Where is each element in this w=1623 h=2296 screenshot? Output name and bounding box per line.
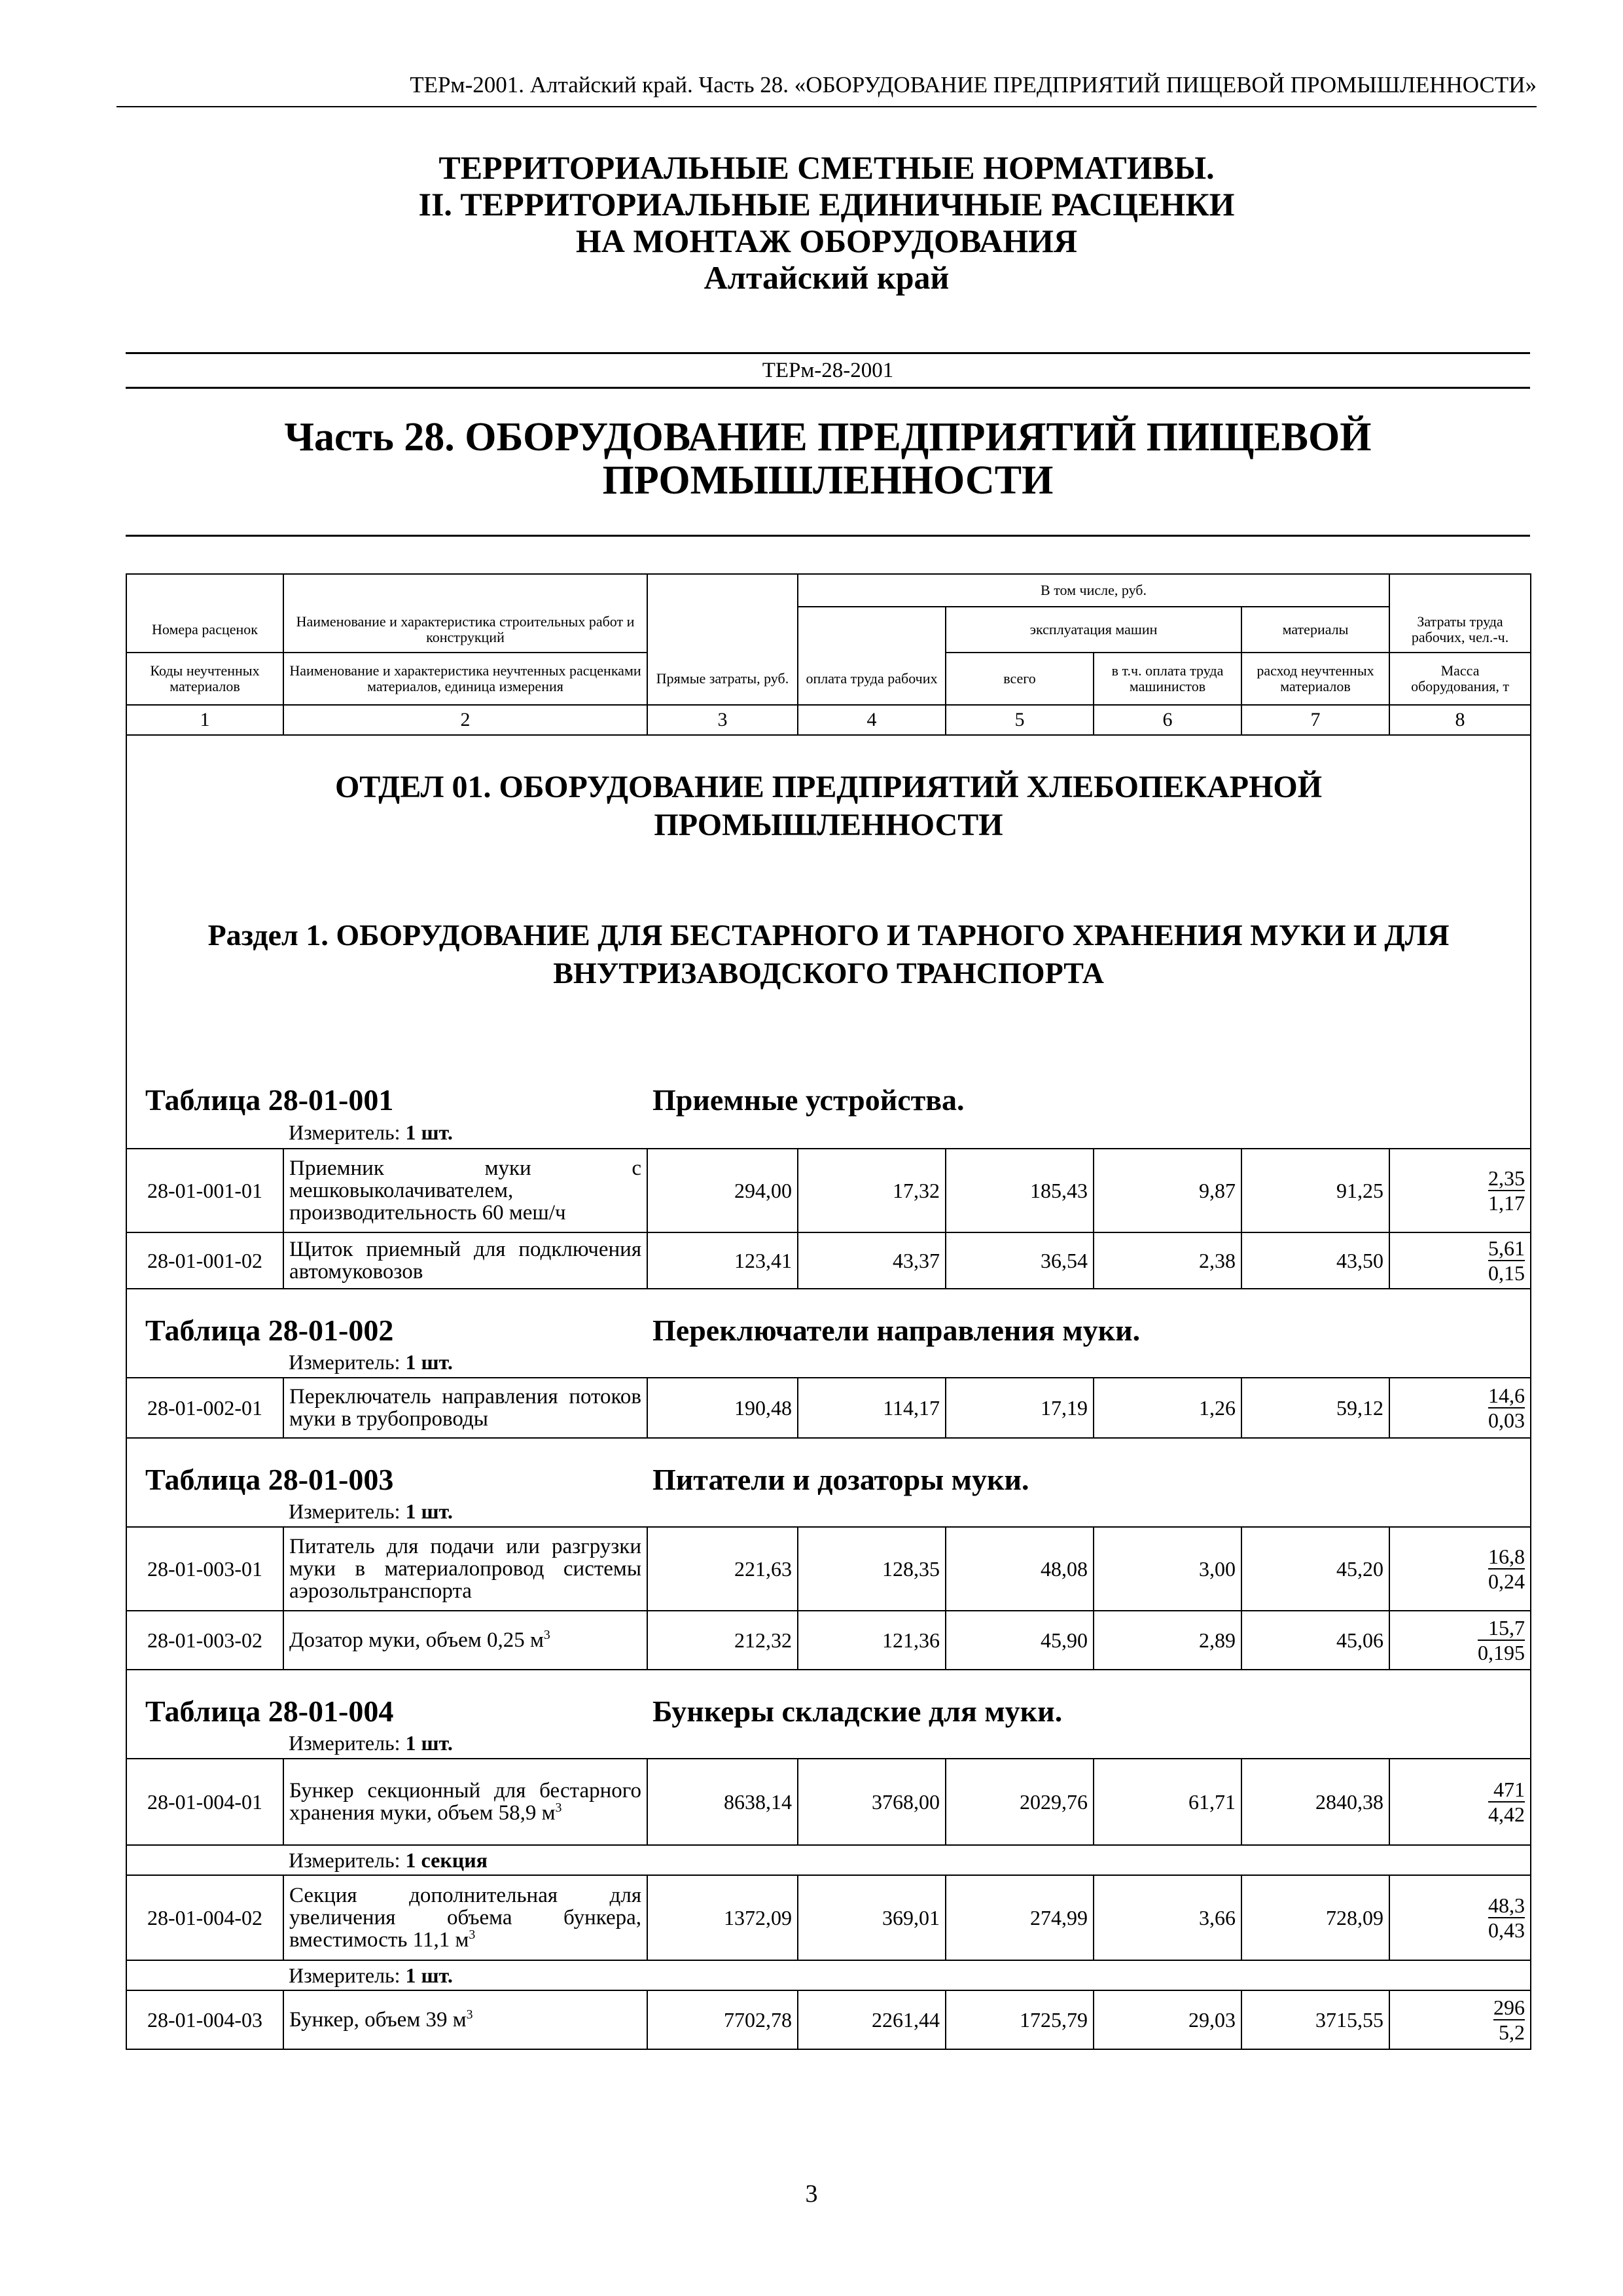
materials-cost: 728,09: [1241, 1875, 1389, 1960]
machines-total: 2029,76: [946, 1759, 1094, 1845]
document-title: [116, 149, 1537, 296]
equipment-mass: 0,195: [1478, 1640, 1525, 1664]
materials-cost: 45,06: [1241, 1611, 1389, 1670]
running-header: ТЕРм-2001. Алтайский край. Часть 28. «ОБОРУДОВАНИЕ ПРЕДПРИЯТИЙ ПИЩЕВОЙ ПРОМЫШЛЕННОСТИ»: [116, 72, 1537, 107]
measure-value: 1 шт.: [405, 1121, 453, 1144]
part-title: [126, 416, 1530, 502]
header-col1-top: Номера расценок: [126, 607, 283, 653]
rate-name: Щиток приемный для подключения автомуковозов: [283, 1232, 647, 1289]
machinist-pay: 29,03: [1094, 1990, 1241, 2049]
machines-total: 274,99: [946, 1875, 1094, 1960]
superscript: 3: [555, 1801, 562, 1815]
rate-name: Питатель для подачи или разгрузки муки в материалопровод системы аэрозольтранспорта: [283, 1527, 647, 1611]
table-title-row: [126, 1670, 1531, 1729]
rate-code: 28-01-004-02: [126, 1875, 283, 1960]
machines-total: 17,19: [946, 1378, 1094, 1438]
header-col3: Прямые затраты, руб.: [647, 653, 798, 705]
measure-label: Измеритель:: [289, 1350, 401, 1374]
equipment-mass: 0,15: [1488, 1261, 1525, 1285]
rate-code: 28-01-001-01: [126, 1149, 283, 1232]
header-col1-bottom: Коды неучтенных материалов: [126, 653, 283, 705]
table-code: Таблица 28-01-001: [126, 1075, 647, 1117]
direct-cost: 190,48: [647, 1378, 798, 1438]
measure-row: [126, 1845, 1531, 1875]
equipment-mass: 0,24: [1488, 1569, 1525, 1593]
spacer-cell: [126, 1845, 283, 1875]
machines-total: 36,54: [946, 1232, 1094, 1289]
rates-table: [126, 573, 1531, 2050]
direct-cost: 8638,14: [647, 1759, 798, 1845]
labor-mass: [1389, 1990, 1531, 2049]
materials-cost: 59,12: [1241, 1378, 1389, 1438]
rate-name: Приемник муки с мешковыколачивателем, производительность 60 меш/ч: [283, 1149, 647, 1232]
title-line: НА МОНТАЖ ОБОРУДОВАНИЯ: [575, 223, 1078, 259]
measure-row: [126, 1497, 1531, 1527]
table-code: Таблица 28-01-003: [126, 1438, 647, 1497]
table-row: [126, 1611, 1531, 1670]
section-line: Раздел 1. ОБОРУДОВАНИЕ ДЛЯ БЕСТАРНОГО И ТАРНОГО ХРАНЕНИЯ МУКИ И ДЛЯ: [207, 918, 1450, 952]
column-numbers-row: [126, 705, 1531, 735]
page-number: 3: [805, 2180, 818, 2208]
spacer-cell: [126, 1117, 283, 1149]
measure: [283, 1348, 1531, 1378]
superscript: 3: [543, 1628, 550, 1642]
materials-cost: 2840,38: [1241, 1759, 1389, 1845]
machinist-pay: 3,00: [1094, 1527, 1241, 1611]
rate-code: 28-01-003-02: [126, 1611, 283, 1670]
materials-cost: 45,20: [1241, 1527, 1389, 1611]
labor-mass: [1389, 1527, 1531, 1611]
spacer-cell: [126, 1348, 283, 1378]
measure-row: [126, 1960, 1531, 1990]
header-row: [126, 574, 1531, 607]
direct-cost: 123,41: [647, 1232, 798, 1289]
header-col8-top: Затраты труда рабочих, чел.-ч.: [1389, 607, 1531, 653]
table-name: Питатели и дозаторы муки.: [647, 1438, 1531, 1497]
table-title-row: [126, 1075, 1531, 1117]
section-headings: [126, 735, 1531, 1075]
measure: [283, 1117, 1531, 1149]
labor-mass: [1389, 1149, 1531, 1232]
table-code: Таблица 28-01-004: [126, 1670, 647, 1729]
document-code: ТЕРм-28-2001: [126, 352, 1530, 389]
labor-hours: 14,6: [1488, 1383, 1525, 1407]
labor-pay: 2261,44: [798, 1990, 946, 2049]
header-col7: расход неучтенных материалов: [1241, 653, 1389, 705]
header-col2-top: Наименование и характеристика строительных работ и конструкций: [283, 607, 647, 653]
labor-hours: 48,3: [1488, 1893, 1525, 1917]
table-row: [126, 1378, 1531, 1438]
header-col8-bottom: Масса оборудования, т: [1389, 653, 1531, 705]
labor-pay: 114,17: [798, 1378, 946, 1438]
machinist-pay: 1,26: [1094, 1378, 1241, 1438]
rate-name: [283, 1990, 647, 2049]
department-line: ОТДЕЛ 01. ОБОРУДОВАНИЕ ПРЕДПРИЯТИЙ ХЛЕБОПЕКАРНОЙ: [334, 770, 1323, 804]
part-title-line: ПРОМЫШЛЕННОСТИ: [602, 458, 1054, 503]
table-row: [126, 1527, 1531, 1611]
machines-total: 48,08: [946, 1527, 1094, 1611]
labor-pay: 17,32: [798, 1149, 946, 1232]
labor-mass: [1389, 1378, 1531, 1438]
table-title-row: [126, 1438, 1531, 1497]
measure-label: Измеритель:: [289, 1848, 401, 1872]
labor-hours: 5,61: [1488, 1236, 1525, 1260]
title-line: II. ТЕРРИТОРИАЛЬНЫЕ ЕДИНИЧНЫЕ РАСЦЕНКИ: [418, 186, 1235, 223]
rate-code: 28-01-001-02: [126, 1232, 283, 1289]
labor-pay: 3768,00: [798, 1759, 946, 1845]
header-row: [126, 653, 1531, 705]
measure: [283, 1845, 1531, 1875]
labor-pay: 128,35: [798, 1527, 946, 1611]
section-heading: [132, 916, 1525, 992]
measure-row: [126, 1348, 1531, 1378]
header-col2-bottom: Наименование и характеристика неучтенных расценками материалов, единица измерения: [283, 653, 647, 705]
rate-name: [283, 1759, 647, 1845]
machinist-pay: 2,89: [1094, 1611, 1241, 1670]
column-number: 6: [1094, 705, 1241, 735]
measure: [283, 1729, 1531, 1759]
measure-value: 1 секция: [405, 1848, 488, 1872]
header-cell: [1389, 574, 1531, 607]
equipment-mass: 5,2: [1499, 2020, 1525, 2044]
spacer-cell: [126, 1497, 283, 1527]
measure-label: Измеритель:: [289, 1121, 401, 1144]
table-row: [126, 1149, 1531, 1232]
table-row: [126, 1232, 1531, 1289]
measure-label: Измеритель:: [289, 1963, 401, 1987]
measure: [283, 1497, 1531, 1527]
header-col6: в т.ч. оплата труда машинистов: [1094, 653, 1241, 705]
department-heading: [132, 768, 1525, 844]
labor-hours: 2,35: [1488, 1166, 1525, 1190]
direct-cost: 294,00: [647, 1149, 798, 1232]
column-number: 3: [647, 705, 798, 735]
header-cell: [647, 574, 798, 607]
machines-total: 1725,79: [946, 1990, 1094, 2049]
machinist-pay: 61,71: [1094, 1759, 1241, 1845]
equipment-mass: 0,03: [1488, 1408, 1525, 1432]
header-cell: [126, 574, 283, 607]
column-number: 4: [798, 705, 946, 735]
equipment-mass: 0,43: [1488, 1918, 1525, 1942]
header-incl: В том числе, руб.: [798, 574, 1389, 607]
direct-cost: 1372,09: [647, 1875, 798, 1960]
machines-total: 45,90: [946, 1611, 1094, 1670]
column-number: 1: [126, 705, 283, 735]
machinist-pay: 3,66: [1094, 1875, 1241, 1960]
rate-code: 28-01-004-03: [126, 1990, 283, 2049]
rate-code: 28-01-003-01: [126, 1527, 283, 1611]
header-col5: всего: [946, 653, 1094, 705]
table-name: Переключатели направления муки.: [647, 1289, 1531, 1348]
labor-hours: 16,8: [1488, 1544, 1525, 1568]
measure: [283, 1960, 1531, 1990]
table-name: Бункеры складские для муки.: [647, 1670, 1531, 1729]
direct-cost: 212,32: [647, 1611, 798, 1670]
measure-label: Измеритель:: [289, 1731, 401, 1755]
measure-value: 1 шт.: [405, 1350, 453, 1374]
spacer-cell: [126, 1960, 283, 1990]
title-line: Алтайский край: [704, 259, 950, 296]
superscript: 3: [466, 2007, 473, 2022]
labor-hours: 296: [1493, 1995, 1525, 2019]
labor-pay: 121,36: [798, 1611, 946, 1670]
direct-cost: 7702,78: [647, 1990, 798, 2049]
measure-row: [126, 1117, 1531, 1149]
rate-name-text: Дозатор муки, объем 0,25 м: [289, 1628, 544, 1652]
materials-cost: 91,25: [1241, 1149, 1389, 1232]
measure-value: 1 шт.: [405, 1731, 453, 1755]
section-headings-row: [126, 735, 1531, 1075]
department-line: ПРОМЫШЛЕННОСТИ: [654, 808, 1003, 842]
measure-value: 1 шт.: [405, 1963, 453, 1987]
table-row: [126, 1875, 1531, 1960]
table-title-row: [126, 1289, 1531, 1348]
materials-cost: 3715,55: [1241, 1990, 1389, 2049]
labor-pay: 369,01: [798, 1875, 946, 1960]
table-name: Приемные устройства.: [647, 1075, 1531, 1117]
machinist-pay: 9,87: [1094, 1149, 1241, 1232]
header-machines: эксплуатация машин: [946, 607, 1241, 653]
column-number: 7: [1241, 705, 1389, 735]
header-cell: [647, 607, 798, 653]
labor-pay: 43,37: [798, 1232, 946, 1289]
table-row: [126, 1759, 1531, 1845]
labor-hours: 15,7: [1478, 1616, 1525, 1641]
header-col4: оплата труда рабочих: [798, 653, 946, 705]
materials-cost: 43,50: [1241, 1232, 1389, 1289]
measure-label: Измеритель:: [289, 1499, 401, 1523]
labor-mass: [1389, 1611, 1531, 1670]
labor-mass: [1389, 1759, 1531, 1845]
column-number: 5: [946, 705, 1094, 735]
direct-cost: 221,63: [647, 1527, 798, 1611]
equipment-mass: 4,42: [1488, 1802, 1525, 1826]
title-line: ТЕРРИТОРИАЛЬНЫЕ СМЕТНЫЕ НОРМАТИВЫ.: [438, 149, 1215, 186]
header-materials: материалы: [1241, 607, 1389, 653]
section-line: ВНУТРИЗАВОДСКОГО ТРАНСПОРТА: [553, 956, 1104, 990]
header-cell: [283, 574, 647, 607]
spacer-cell: [126, 1729, 283, 1759]
equipment-mass: 1,17: [1488, 1191, 1525, 1215]
rate-name-text: Бункер секционный для бестарного хранения муки, объем 58,9 м: [289, 1779, 641, 1825]
part-title-line: Часть 28. ОБОРУДОВАНИЕ ПРЕДПРИЯТИЙ ПИЩЕВОЙ: [284, 415, 1372, 459]
rate-code: 28-01-002-01: [126, 1378, 283, 1438]
rate-name: Переключатель направления потоков муки в трубопроводы: [283, 1378, 647, 1438]
header-cell: [798, 607, 946, 653]
labor-mass: [1389, 1232, 1531, 1289]
table-code: Таблица 28-01-002: [126, 1289, 647, 1348]
rate-name-text: Бункер, объем 39 м: [289, 2008, 467, 2032]
measure-value: 1 шт.: [405, 1499, 453, 1523]
rate-name: [283, 1875, 647, 1960]
rate-name-text: Секция дополнительная для увеличения объема бункера, вместимость 11,1 м: [289, 1884, 641, 1952]
table-row: [126, 1990, 1531, 2049]
rate-code: 28-01-004-01: [126, 1759, 283, 1845]
column-number: 8: [1389, 705, 1531, 735]
rate-name: [283, 1611, 647, 1670]
labor-hours: 471: [1488, 1778, 1525, 1803]
divider: [126, 535, 1530, 537]
machines-total: 185,43: [946, 1149, 1094, 1232]
column-number: 2: [283, 705, 647, 735]
labor-mass: [1389, 1875, 1531, 1960]
superscript: 3: [469, 1928, 476, 1942]
header-row: [126, 607, 1531, 653]
machinist-pay: 2,38: [1094, 1232, 1241, 1289]
measure-row: [126, 1729, 1531, 1759]
